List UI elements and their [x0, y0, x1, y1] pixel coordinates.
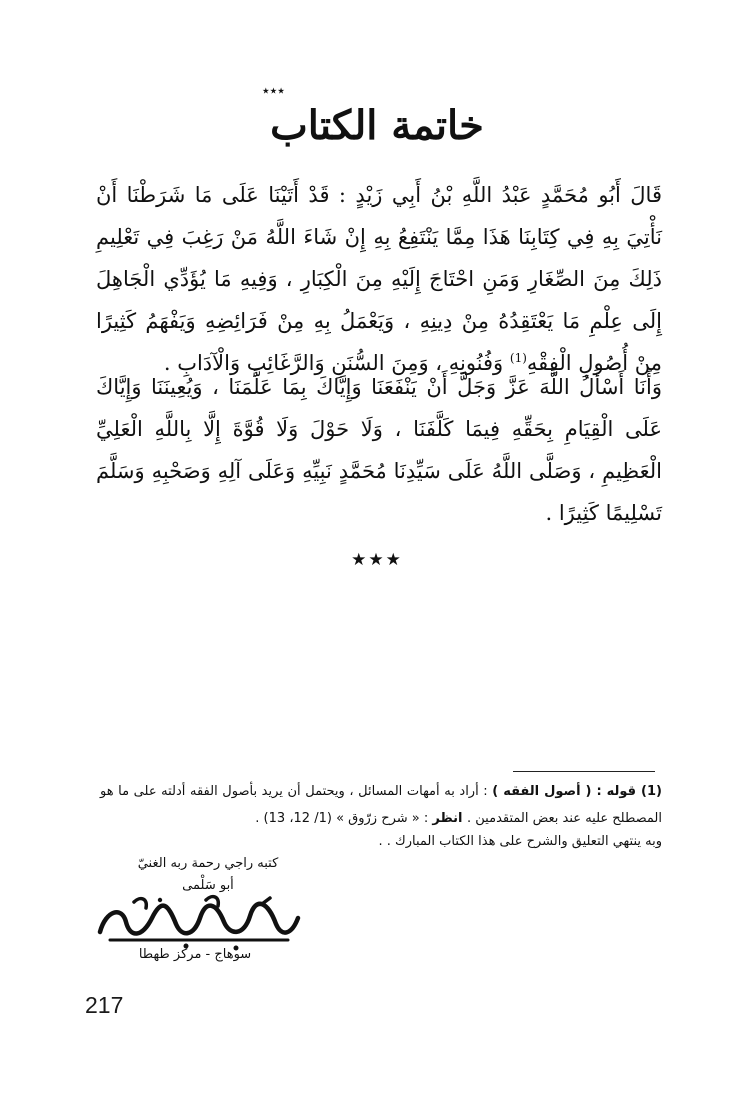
paragraph-1-text: قَالَ أَبُو مُحَمَّدٍ عَبْدُ اللَّهِ بْنُ أَبِي زَيْدٍ : قَدْ أَتَيْنَا عَلَى مَا شَرَطْنَا أَنْ نَأْتِيَ بِهِ فِي كِتَابِنَا هَذَا مِمَّا يَنْتَفِعُ بِهِ إِنْ شَاءَ اللَّهُ مَنْ رَغِبَ فِي تَعْلِيمِ ذَلِكَ مِنَ الصِّغَارِ وَمَنِ احْتَاجَ إِلَيْهِ مِنَ الْكِبَارِ ، وَفِيهِ مَا يُؤَدِّي الْجَاهِلَ إِلَى عِلْمِ مَا يَعْتَقِدُهُ مِنْ دِينِهِ ، وَيَعْمَلُ بِهِ مِنْ فَرَائِضِهِ وَيَفْهَمُ كَثِيرًا مِنْ أُصُولِ الْفِقْهِ	[96, 183, 662, 375]
footnote-divider	[513, 771, 655, 772]
footnote-text: : أراد به أمهات المسائل ، ويحتمل أن يريد بأصول الفقه أدلته على ما هو المصطلح عليه عند بعض المتقدمين .	[100, 784, 662, 826]
paragraph-1-end: وَفُنُونِهِ ، وَمِنَ السُّنَنِ وَالرَّغَائِبِ وَالْآدَابِ .	[163, 351, 510, 375]
copyist-line-2: أبو سَلْمى	[182, 878, 234, 893]
ornament: ٭٭٭	[262, 83, 285, 99]
paragraph-2: وَأَنَا أَسْأَلُ اللَّهَ عَزَّ وَجَلَّ أَنْ يَنْفَعَنَا وَإِيَّاكَ بِمَا عَلَّمَنَا ، وَيُعِينَنَا وَإِيَّاكَ عَلَى الْقِيَامِ بِحَقِّهِ فِيمَا كَلَّفَنَا ، وَلَا حَوْلَ وَلَا قُوَّةَ إِلَّا بِاللَّهِ الْعَلِيِّ الْعَظِيمِ ، وَصَلَّى اللَّهُ عَلَى سَيِّدِنَا مُحَمَّدٍ نَبِيِّهِ وَعَلَى آلِهِ وَصَحْبِهِ وَسَلَّمَ تَسْلِيمًا كَثِيرًا .	[96, 375, 662, 525]
section-separator: ★★★	[351, 550, 403, 570]
paragraph-1	[96, 174, 662, 384]
footnote-marker[interactable]: (1)	[509, 351, 527, 365]
footnote-ref: : « شرح زرّوق » (1/ 12، 13) .	[255, 811, 433, 826]
copyist-place: سوهاج - مركز طهطا	[138, 947, 252, 962]
chapter-title: خاتمة الكتاب	[270, 102, 484, 149]
copyist-line-1: كتبه راجي رحمة ربه الغنيّ	[137, 856, 279, 871]
footnote-ref-label: انظر	[432, 811, 468, 826]
closing-note: وبه ينتهي التعليق والشرح على هذا الكتاب المبارك . .	[378, 834, 662, 849]
footnote-lead: (1) قوله : ( أصول الفقه )	[492, 784, 662, 799]
footnote	[100, 778, 662, 832]
page-number: 217	[85, 992, 124, 1018]
